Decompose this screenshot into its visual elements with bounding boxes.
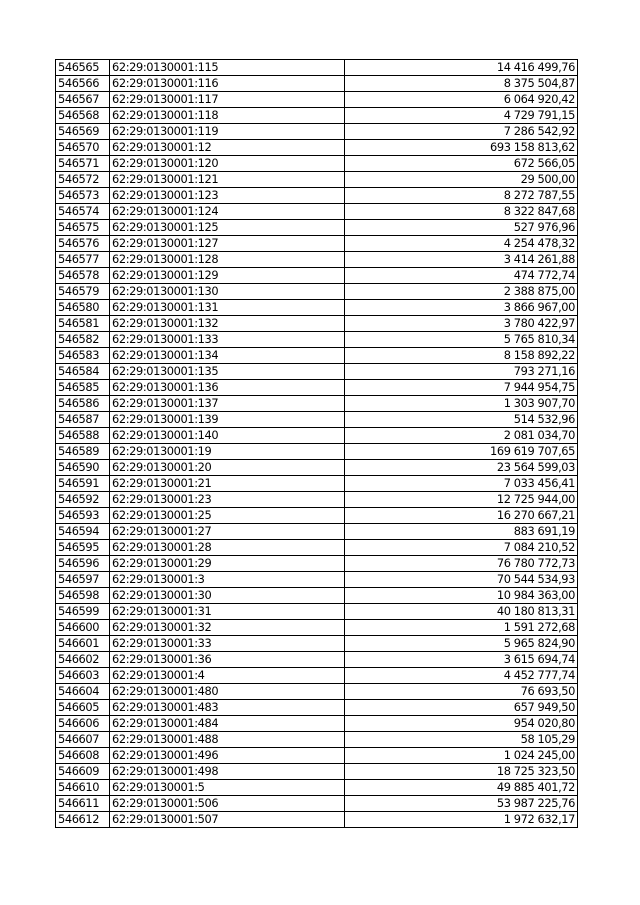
cadastral-value-table	[55, 59, 578, 828]
table-row	[56, 764, 578, 780]
cadastral-value-cell: 7 084 210,52	[345, 540, 578, 556]
table-row	[56, 812, 578, 828]
row-id-cell: 546603	[56, 668, 110, 684]
cadastral-number-cell: 62:29:0130001:498	[110, 764, 345, 780]
cadastral-value-cell: 29 500,00	[345, 172, 578, 188]
cadastral-value-cell: 23 564 599,03	[345, 460, 578, 476]
cadastral-number-cell: 62:29:0130001:480	[110, 684, 345, 700]
table-row	[56, 60, 578, 76]
cadastral-value-cell: 1 591 272,68	[345, 620, 578, 636]
table-row	[56, 332, 578, 348]
row-id-cell: 546583	[56, 348, 110, 364]
row-id-cell: 546608	[56, 748, 110, 764]
table-row	[56, 460, 578, 476]
row-id-cell: 546606	[56, 716, 110, 732]
table-row	[56, 220, 578, 236]
table-row	[56, 572, 578, 588]
cadastral-number-cell: 62:29:0130001:130	[110, 284, 345, 300]
row-id-cell: 546579	[56, 284, 110, 300]
table-row	[56, 156, 578, 172]
cadastral-value-cell: 793 271,16	[345, 364, 578, 380]
cadastral-value-cell: 672 566,05	[345, 156, 578, 172]
cadastral-value-cell: 53 987 225,76	[345, 796, 578, 812]
cadastral-number-cell: 62:29:0130001:137	[110, 396, 345, 412]
row-id-cell: 546609	[56, 764, 110, 780]
table-row	[56, 396, 578, 412]
cadastral-number-cell: 62:29:0130001:32	[110, 620, 345, 636]
table-row	[56, 444, 578, 460]
row-id-cell: 546611	[56, 796, 110, 812]
cadastral-number-cell: 62:29:0130001:136	[110, 380, 345, 396]
cadastral-value-cell: 70 544 534,93	[345, 572, 578, 588]
row-id-cell: 546593	[56, 508, 110, 524]
row-id-cell: 546598	[56, 588, 110, 604]
table-row	[56, 476, 578, 492]
cadastral-number-cell: 62:29:0130001:29	[110, 556, 345, 572]
cadastral-value-cell: 2 388 875,00	[345, 284, 578, 300]
cadastral-number-cell: 62:29:0130001:139	[110, 412, 345, 428]
cadastral-number-cell: 62:29:0130001:124	[110, 204, 345, 220]
row-id-cell: 546601	[56, 636, 110, 652]
row-id-cell: 546612	[56, 812, 110, 828]
cadastral-number-cell: 62:29:0130001:123	[110, 188, 345, 204]
table-row	[56, 252, 578, 268]
row-id-cell: 546595	[56, 540, 110, 556]
table-row	[56, 508, 578, 524]
cadastral-number-cell: 62:29:0130001:134	[110, 348, 345, 364]
table-row	[56, 92, 578, 108]
table-row	[56, 716, 578, 732]
cadastral-number-cell: 62:29:0130001:132	[110, 316, 345, 332]
cadastral-value-cell: 10 984 363,00	[345, 588, 578, 604]
cadastral-value-cell: 1 024 245,00	[345, 748, 578, 764]
table-row	[56, 652, 578, 668]
table-body	[56, 60, 578, 828]
table-row	[56, 796, 578, 812]
row-id-cell: 546577	[56, 252, 110, 268]
cadastral-value-cell: 4 452 777,74	[345, 668, 578, 684]
table-row	[56, 700, 578, 716]
cadastral-value-cell: 3 615 694,74	[345, 652, 578, 668]
table-row	[56, 684, 578, 700]
table-row	[56, 636, 578, 652]
table-row	[56, 348, 578, 364]
cadastral-value-cell: 8 272 787,55	[345, 188, 578, 204]
table-row	[56, 124, 578, 140]
row-id-cell: 546581	[56, 316, 110, 332]
table-row	[56, 604, 578, 620]
table-row	[56, 780, 578, 796]
cadastral-value-cell: 4 729 791,15	[345, 108, 578, 124]
row-id-cell: 546565	[56, 60, 110, 76]
cadastral-number-cell: 62:29:0130001:483	[110, 700, 345, 716]
cadastral-value-cell: 8 375 504,87	[345, 76, 578, 92]
cadastral-value-cell: 49 885 401,72	[345, 780, 578, 796]
cadastral-value-cell: 6 064 920,42	[345, 92, 578, 108]
cadastral-number-cell: 62:29:0130001:133	[110, 332, 345, 348]
cadastral-number-cell: 62:29:0130001:484	[110, 716, 345, 732]
table-row	[56, 204, 578, 220]
row-id-cell: 546610	[56, 780, 110, 796]
cadastral-value-cell: 7 033 456,41	[345, 476, 578, 492]
cadastral-value-cell: 16 270 667,21	[345, 508, 578, 524]
cadastral-number-cell: 62:29:0130001:33	[110, 636, 345, 652]
row-id-cell: 546572	[56, 172, 110, 188]
cadastral-number-cell: 62:29:0130001:25	[110, 508, 345, 524]
cadastral-value-cell: 76 780 772,73	[345, 556, 578, 572]
cadastral-number-cell: 62:29:0130001:506	[110, 796, 345, 812]
cadastral-value-cell: 527 976,96	[345, 220, 578, 236]
row-id-cell: 546575	[56, 220, 110, 236]
cadastral-number-cell: 62:29:0130001:30	[110, 588, 345, 604]
cadastral-number-cell: 62:29:0130001:19	[110, 444, 345, 460]
row-id-cell: 546596	[56, 556, 110, 572]
row-id-cell: 546576	[56, 236, 110, 252]
cadastral-value-cell: 883 691,19	[345, 524, 578, 540]
table-row	[56, 668, 578, 684]
table-row	[56, 732, 578, 748]
row-id-cell: 546569	[56, 124, 110, 140]
cadastral-number-cell: 62:29:0130001:131	[110, 300, 345, 316]
cadastral-value-cell: 2 081 034,70	[345, 428, 578, 444]
row-id-cell: 546571	[56, 156, 110, 172]
row-id-cell: 546578	[56, 268, 110, 284]
cadastral-value-cell: 18 725 323,50	[345, 764, 578, 780]
table-row	[56, 284, 578, 300]
table-row	[56, 380, 578, 396]
row-id-cell: 546604	[56, 684, 110, 700]
cadastral-value-cell: 3 780 422,97	[345, 316, 578, 332]
cadastral-number-cell: 62:29:0130001:116	[110, 76, 345, 92]
table-row	[56, 172, 578, 188]
cadastral-number-cell: 62:29:0130001:118	[110, 108, 345, 124]
cadastral-number-cell: 62:29:0130001:4	[110, 668, 345, 684]
cadastral-number-cell: 62:29:0130001:119	[110, 124, 345, 140]
cadastral-number-cell: 62:29:0130001:507	[110, 812, 345, 828]
row-id-cell: 546585	[56, 380, 110, 396]
row-id-cell: 546573	[56, 188, 110, 204]
table-row	[56, 412, 578, 428]
cadastral-value-cell: 5 765 810,34	[345, 332, 578, 348]
row-id-cell: 546567	[56, 92, 110, 108]
cadastral-number-cell: 62:29:0130001:140	[110, 428, 345, 444]
cadastral-number-cell: 62:29:0130001:21	[110, 476, 345, 492]
row-id-cell: 546588	[56, 428, 110, 444]
cadastral-number-cell: 62:29:0130001:135	[110, 364, 345, 380]
cadastral-number-cell: 62:29:0130001:125	[110, 220, 345, 236]
row-id-cell: 546580	[56, 300, 110, 316]
table-row	[56, 268, 578, 284]
cadastral-value-cell: 4 254 478,32	[345, 236, 578, 252]
cadastral-value-cell: 7 944 954,75	[345, 380, 578, 396]
cadastral-value-cell: 3 414 261,88	[345, 252, 578, 268]
cadastral-value-cell: 76 693,50	[345, 684, 578, 700]
cadastral-value-cell: 693 158 813,62	[345, 140, 578, 156]
row-id-cell: 546591	[56, 476, 110, 492]
row-id-cell: 546584	[56, 364, 110, 380]
table-row	[56, 300, 578, 316]
table-row	[56, 364, 578, 380]
cadastral-number-cell: 62:29:0130001:27	[110, 524, 345, 540]
cadastral-number-cell: 62:29:0130001:31	[110, 604, 345, 620]
row-id-cell: 546594	[56, 524, 110, 540]
cadastral-number-cell: 62:29:0130001:117	[110, 92, 345, 108]
cadastral-value-cell: 7 286 542,92	[345, 124, 578, 140]
row-id-cell: 546582	[56, 332, 110, 348]
row-id-cell: 546574	[56, 204, 110, 220]
cadastral-value-cell: 1 972 632,17	[345, 812, 578, 828]
cadastral-value-cell: 8 158 892,22	[345, 348, 578, 364]
table-row	[56, 316, 578, 332]
cadastral-number-cell: 62:29:0130001:129	[110, 268, 345, 284]
row-id-cell: 546568	[56, 108, 110, 124]
row-id-cell: 546605	[56, 700, 110, 716]
cadastral-number-cell: 62:29:0130001:23	[110, 492, 345, 508]
table-row	[56, 492, 578, 508]
cadastral-number-cell: 62:29:0130001:127	[110, 236, 345, 252]
table-row	[56, 236, 578, 252]
cadastral-number-cell: 62:29:0130001:5	[110, 780, 345, 796]
table-row	[56, 188, 578, 204]
cadastral-value-cell: 5 965 824,90	[345, 636, 578, 652]
cadastral-number-cell: 62:29:0130001:3	[110, 572, 345, 588]
row-id-cell: 546600	[56, 620, 110, 636]
row-id-cell: 546570	[56, 140, 110, 156]
row-id-cell: 546589	[56, 444, 110, 460]
cadastral-value-cell: 12 725 944,00	[345, 492, 578, 508]
row-id-cell: 546607	[56, 732, 110, 748]
table-row	[56, 140, 578, 156]
cadastral-value-cell: 40 180 813,31	[345, 604, 578, 620]
cadastral-number-cell: 62:29:0130001:20	[110, 460, 345, 476]
row-id-cell: 546590	[56, 460, 110, 476]
cadastral-number-cell: 62:29:0130001:496	[110, 748, 345, 764]
table-row	[56, 524, 578, 540]
cadastral-number-cell: 62:29:0130001:12	[110, 140, 345, 156]
table-row	[56, 540, 578, 556]
cadastral-number-cell: 62:29:0130001:36	[110, 652, 345, 668]
cadastral-number-cell: 62:29:0130001:121	[110, 172, 345, 188]
table-row	[56, 748, 578, 764]
cadastral-value-cell: 169 619 707,65	[345, 444, 578, 460]
row-id-cell: 546586	[56, 396, 110, 412]
row-id-cell: 546602	[56, 652, 110, 668]
table-row	[56, 108, 578, 124]
row-id-cell: 546597	[56, 572, 110, 588]
row-id-cell: 546592	[56, 492, 110, 508]
table-row	[56, 588, 578, 604]
cadastral-number-cell: 62:29:0130001:28	[110, 540, 345, 556]
cadastral-value-cell: 954 020,80	[345, 716, 578, 732]
cadastral-value-cell: 1 303 907,70	[345, 396, 578, 412]
cadastral-value-cell: 514 532,96	[345, 412, 578, 428]
cadastral-value-cell: 14 416 499,76	[345, 60, 578, 76]
cadastral-value-cell: 657 949,50	[345, 700, 578, 716]
cadastral-value-cell: 474 772,74	[345, 268, 578, 284]
cadastral-value-cell: 8 322 847,68	[345, 204, 578, 220]
cadastral-number-cell: 62:29:0130001:115	[110, 60, 345, 76]
cadastral-number-cell: 62:29:0130001:128	[110, 252, 345, 268]
cadastral-number-cell: 62:29:0130001:120	[110, 156, 345, 172]
table-row	[56, 76, 578, 92]
row-id-cell: 546599	[56, 604, 110, 620]
row-id-cell: 546587	[56, 412, 110, 428]
table-row	[56, 556, 578, 572]
table-row	[56, 428, 578, 444]
table-row	[56, 620, 578, 636]
cadastral-value-cell: 58 105,29	[345, 732, 578, 748]
cadastral-value-cell: 3 866 967,00	[345, 300, 578, 316]
row-id-cell: 546566	[56, 76, 110, 92]
cadastral-number-cell: 62:29:0130001:488	[110, 732, 345, 748]
